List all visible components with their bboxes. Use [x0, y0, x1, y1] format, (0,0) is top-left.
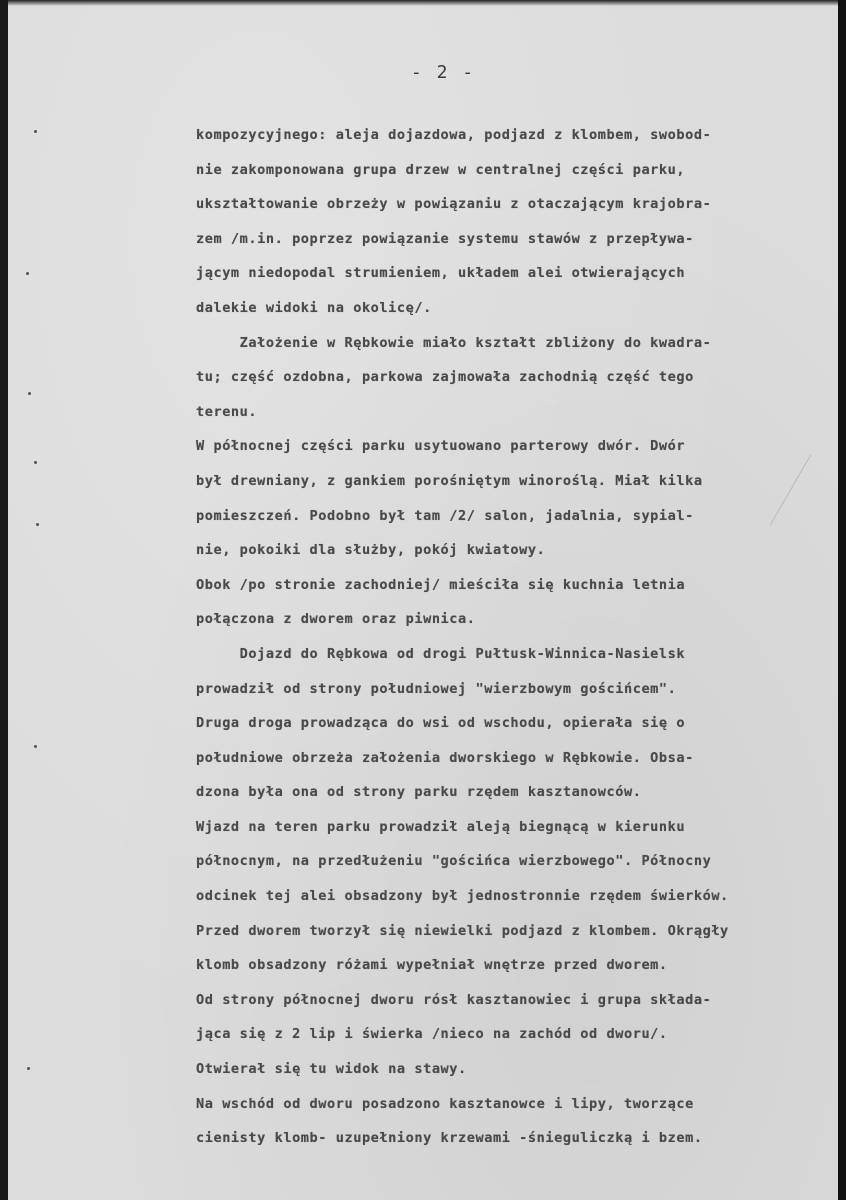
text-line: Na wschód od dworu posadzono kasztanowce i lipy, tworzące: [196, 1095, 694, 1112]
text-line: jącym niedopodal strumieniem, układem alei otwierających: [196, 265, 686, 282]
text-line: połączona z dworem oraz piwnica.: [196, 611, 476, 628]
text-line: Dojazd do Rębkowa od drogi Pułtusk-Winnica-Nasielsk: [196, 645, 686, 662]
margin-dot: [27, 1067, 30, 1070]
text-line: pomieszczeń. Podobno był tam /2/ salon, jadalnia, sypial-: [196, 507, 694, 524]
text-line: terenu.: [196, 403, 258, 420]
text-line: południowe obrzeża założenia dworskiego w Rębkowie. Obsa-: [196, 749, 694, 766]
text-line: Wjazd na teren parku prowadził aleją biegnącą w kierunku: [196, 818, 686, 835]
text-line: tu; część ozdobna, parkowa zajmowała zachodnią część tego: [196, 369, 694, 386]
text-line: W północnej części parku usytuowano parterowy dwór. Dwór: [196, 438, 686, 455]
text-line: dzona była ona od strony parku rzędem kasztanowców.: [196, 784, 642, 801]
text-line: Założenie w Rębkowie miało kształt zbliżony do kwadra-: [196, 334, 712, 351]
typewritten-text: [196, 118, 836, 1156]
margin-dot: [26, 272, 29, 275]
text-line: Druga droga prowadząca do wsi od wschodu, opierała się o: [196, 715, 686, 732]
margin-dot: [34, 745, 37, 748]
text-line: północnym, na przedłużeniu "gościńca wierzbowego". Północny: [196, 853, 712, 870]
text-line: prowadził od strony południowej "wierzbowym gościńcem".: [196, 680, 677, 697]
scan-top-shadow: [8, 0, 840, 6]
page-number: - 2 -: [410, 62, 476, 83]
text-line: ukształtowanie obrzeży w powiązaniu z otaczającym krajobra-: [196, 196, 712, 213]
text-line: nie, pokoiki dla służby, pokój kwiatowy.: [196, 542, 546, 559]
text-line: jąca się z 2 lip i świerka /nieco na zachód od dworu/.: [196, 1026, 668, 1043]
text-line: Obok /po stronie zachodniej/ mieściła się kuchnia letnia: [196, 576, 686, 593]
text-line: zem /m.in. poprzez powiązanie systemu stawów z przepływa-: [196, 230, 694, 247]
text-line: cienisty klomb- uzupełniony krzewami -śnieguliczką i bzem.: [196, 1130, 703, 1147]
margin-dot: [34, 461, 37, 464]
margin-dot: [34, 130, 37, 133]
text-line: Otwierał się tu widok na stawy.: [196, 1061, 467, 1078]
scan-left-edge: [0, 0, 8, 1200]
margin-dot: [36, 523, 39, 526]
scan-right-edge: [838, 0, 846, 1200]
text-line: był drewniany, z gankiem porośniętym winoroślą. Miał kilka: [196, 472, 703, 489]
text-line: Od strony północnej dworu rósł kasztanowiec i grupa składa-: [196, 991, 712, 1008]
text-line: klomb obsadzony różami wypełniał wnętrze przed dworem.: [196, 957, 668, 974]
text-line: nie zakomponowana grupa drzew w centralnej części parku,: [196, 161, 686, 178]
text-line: odcinek tej alei obsadzony był jednostronnie rzędem świerków.: [196, 888, 729, 905]
text-line: kompozycyjnego: aleja dojazdowa, podjazd z klombem, swobod-: [196, 127, 712, 143]
margin-dot: [28, 392, 31, 395]
text-line: dalekie widoki na okolicę/.: [196, 299, 432, 316]
text-line: Przed dworem tworzył się niewielki podjazd z klombem. Okrągły: [196, 922, 729, 939]
